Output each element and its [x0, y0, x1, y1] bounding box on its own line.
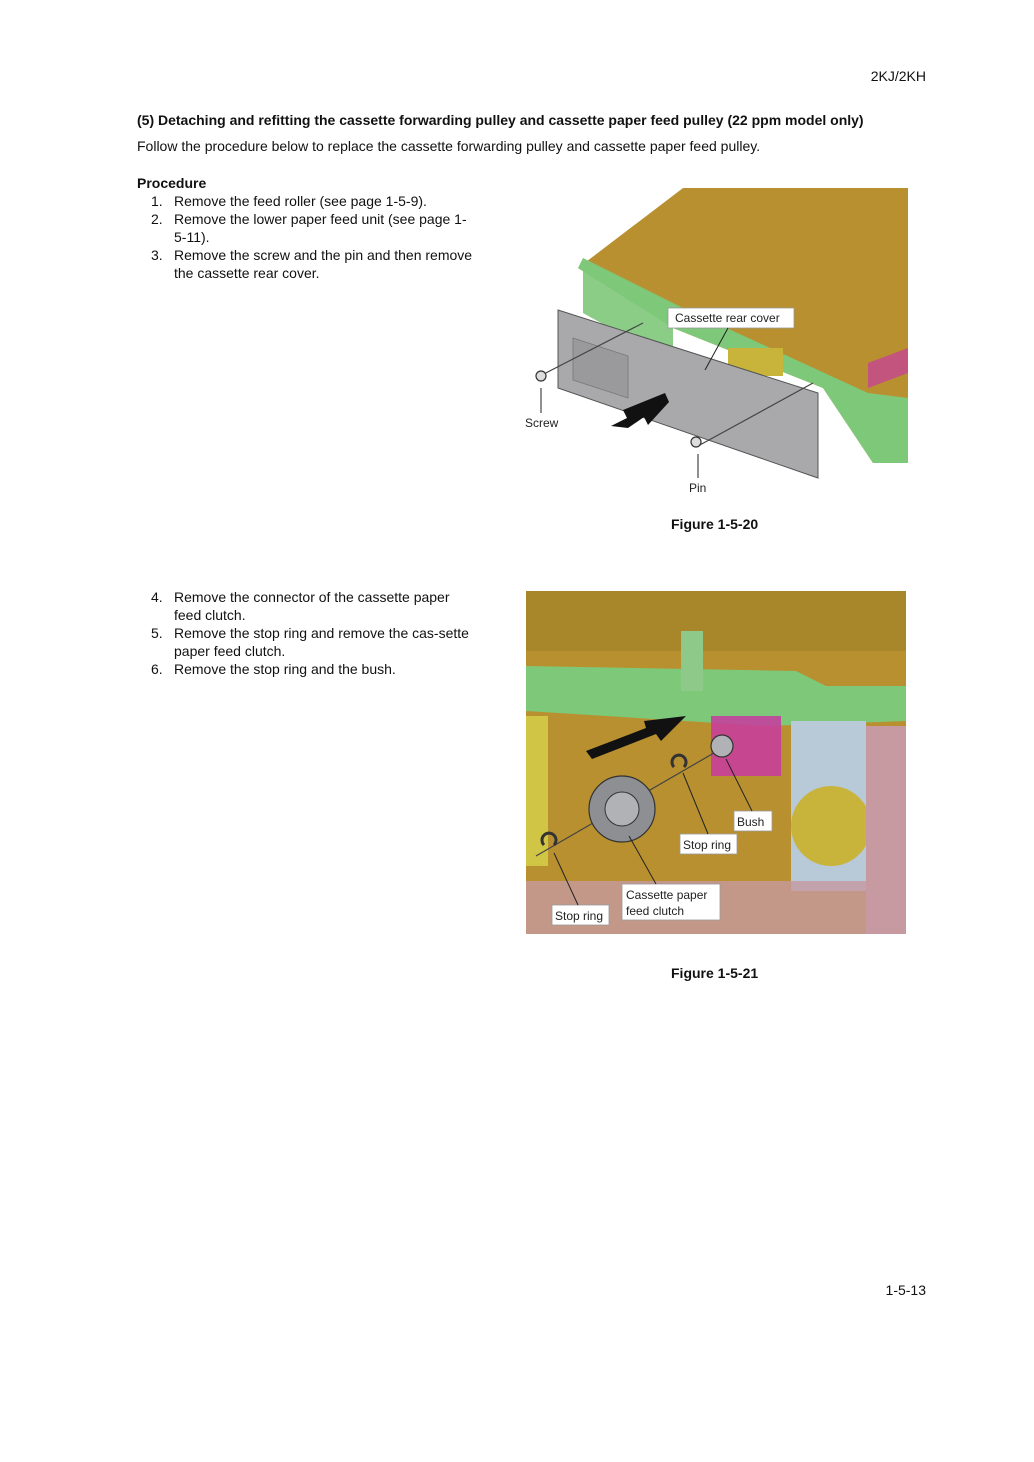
figure-1-5-21-illustration: [526, 591, 906, 934]
label-bush: Bush: [737, 815, 765, 829]
procedure-steps-part2: [137, 588, 474, 678]
page-number: 1-5-13: [885, 1282, 926, 1298]
figure-1-5-20-illustration: [523, 188, 908, 493]
screw-icon: [536, 371, 546, 381]
figure-cassette-rear-cover: [523, 188, 908, 493]
step-item: 3. Remove the screw and the pin and then remove the cassette rear cover.: [151, 247, 473, 281]
document-id: 2KJ/2KH: [870, 68, 926, 84]
figure-caption: Figure 1-5-21: [671, 965, 759, 981]
label-cassette-rear-cover: Cassette rear cover: [675, 311, 780, 325]
figure-caption: Figure 1-5-20: [671, 516, 759, 532]
label-clutch-line2: feed clutch: [626, 904, 685, 918]
procedure-steps-part1: [137, 192, 474, 282]
step-item: 1. Remove the feed roller (see page 1-5-9).: [151, 193, 427, 209]
step-item: 4. Remove the connector of the cassette paper feed clutch.: [151, 589, 450, 623]
label-stop-ring-left: Stop ring: [555, 909, 604, 923]
step-item: 2. Remove the lower paper feed unit (see page 1-5-11).: [151, 211, 467, 245]
procedure-heading: Procedure: [137, 175, 207, 191]
pin-icon: [691, 437, 701, 447]
label-pin: Pin: [689, 481, 707, 493]
intro-paragraph: Follow the procedure below to replace the cassette forwarding pulley and cassette paper feed pulley.: [137, 138, 761, 154]
figure-cassette-paper-feed-clutch: [526, 591, 906, 934]
step-item: 6. Remove the stop ring and the bush.: [151, 661, 396, 677]
label-screw: Screw: [525, 416, 559, 430]
section-title: (5) Detaching and refitting the cassette forwarding pulley and cassette paper feed pulley (22 ppm model only): [137, 112, 864, 128]
step-item: 5. Remove the stop ring and remove the cas-sette paper feed clutch.: [151, 625, 469, 659]
label-clutch-line1: Cassette paper: [626, 888, 708, 902]
bush-icon: [711, 735, 733, 757]
label-stop-ring-right: Stop ring: [683, 838, 732, 852]
